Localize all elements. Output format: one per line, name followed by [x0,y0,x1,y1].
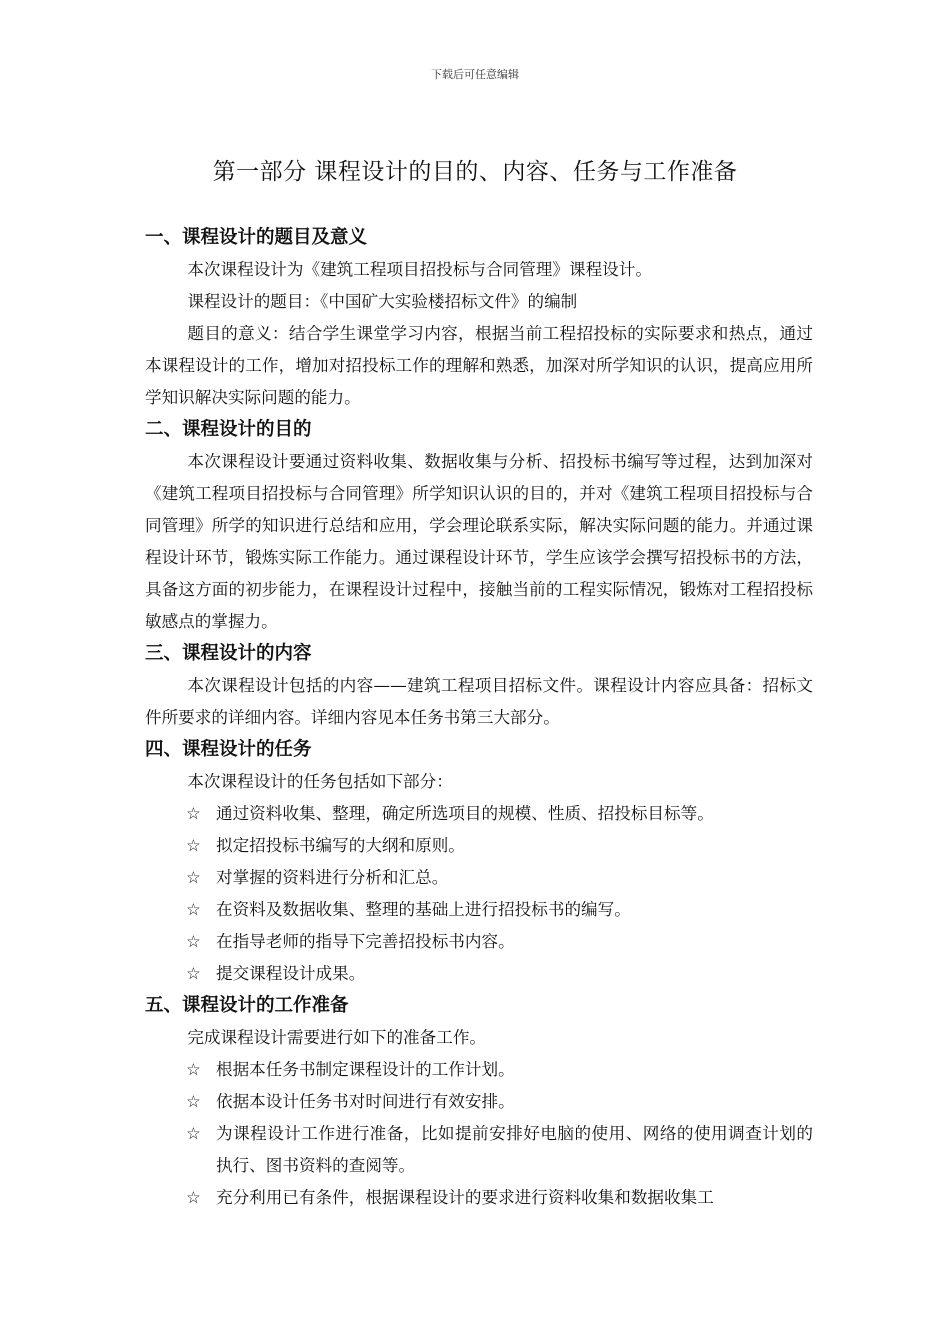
star-icon: ☆ [186,1124,201,1143]
header-note: 下载后可任意编辑 [431,68,519,81]
paragraph: 本次课程设计的任务包括如下部分： [187,772,453,791]
section-heading: 一、课程设计的题目及意义 [145,227,368,248]
list-item [145,1086,813,1118]
list-item [145,958,813,990]
section-heading: 二、课程设计的目的 [145,419,312,440]
section-3 [145,638,813,734]
list-item-text: 为课程设计工作进行准备，比如提前安排好电脑的使用、网络的使用调查计划的执行、图书资料的查阅等。 [216,1124,813,1175]
document-body [145,222,813,1214]
list-item [145,926,813,958]
list-item-text: 提交课程设计成果。 [216,964,366,983]
star-icon: ☆ [186,932,201,951]
star-icon: ☆ [186,804,201,823]
list-item-text: 充分利用已有条件，根据课程设计的要求进行资料收集和数据收集工 [216,1188,714,1207]
document-title: 第一部分 课程设计的目的、内容、任务与工作准备 [212,159,738,185]
section-1 [145,222,813,414]
list-item-text: 拟定招投标书编写的大纲和原则。 [216,836,465,855]
star-icon: ☆ [186,900,201,919]
star-icon: ☆ [186,1188,201,1207]
star-icon: ☆ [186,1060,201,1079]
section-4 [145,734,813,990]
list-item [145,1118,813,1182]
list-item-text: 根据本任务书制定课程设计的工作计划。 [216,1060,515,1079]
paragraph: 题目的意义：结合学生课堂学习内容，根据当前工程招投标的实际要求和热点，通过本课程设计的工作，增加对招投标工作的理解和熟悉，加深对所学知识的认识，提高应用所学知识解决实际问题的能力。 [145,324,813,407]
star-icon: ☆ [186,964,201,983]
star-icon: ☆ [186,836,201,855]
list-item-text: 通过资料收集、整理，确定所选项目的规模、性质、招投标目标等。 [216,804,714,823]
paragraph: 本次课程设计要通过资料收集、数据收集与分析、招投标书编写等过程，达到加深对《建筑工程项目招投标与合同管理》所学知识认识的目的，并对《建筑工程项目招投标与合同管理》所学的知识进行总结和应用，学会理论联系实际，解决实际问题的能力。并通过课程设计环节，锻炼实际工作能力。通过课程设计环节，学生应该学会撰写招投标书的方法，具备这方面的初步能力，在课程设计过程中，接触当前的工程实际情况，锻炼对工程招投标敏感点的掌握力。 [145,452,813,631]
star-icon: ☆ [186,868,201,887]
section-2 [145,414,813,638]
list-item-text: 依据本设计任务书对时间进行有效安排。 [216,1092,515,1111]
list-item-text: 在资料及数据收集、整理的基础上进行招投标书的编写。 [216,900,631,919]
paragraph: 本次课程设计为《建筑工程项目招投标与合同管理》课程设计。 [187,260,652,279]
paragraph: 完成课程设计需要进行如下的准备工作。 [187,1028,487,1047]
section-5 [145,990,813,1214]
paragraph: 课程设计的题目：《中国矿大实验楼招标文件》的编制 [187,292,578,311]
list-item-text: 对掌握的资料进行分析和汇总。 [216,868,449,887]
list-item [145,862,813,894]
list-item [145,798,813,830]
section-heading: 五、课程设计的工作准备 [145,995,349,1016]
list-item [145,830,813,862]
section-heading: 四、课程设计的任务 [145,739,312,760]
list-item [145,1054,813,1086]
list-item-text: 在指导老师的指导下完善招投标书内容。 [216,932,515,951]
paragraph: 本次课程设计包括的内容——建筑工程项目招标文件。课程设计内容应具备：招标文件所要求的详细内容。详细内容见本任务书第三大部分。 [145,676,813,727]
section-heading: 三、课程设计的内容 [145,643,312,664]
star-icon: ☆ [186,1092,201,1111]
list-item [145,1182,813,1214]
list-item [145,894,813,926]
